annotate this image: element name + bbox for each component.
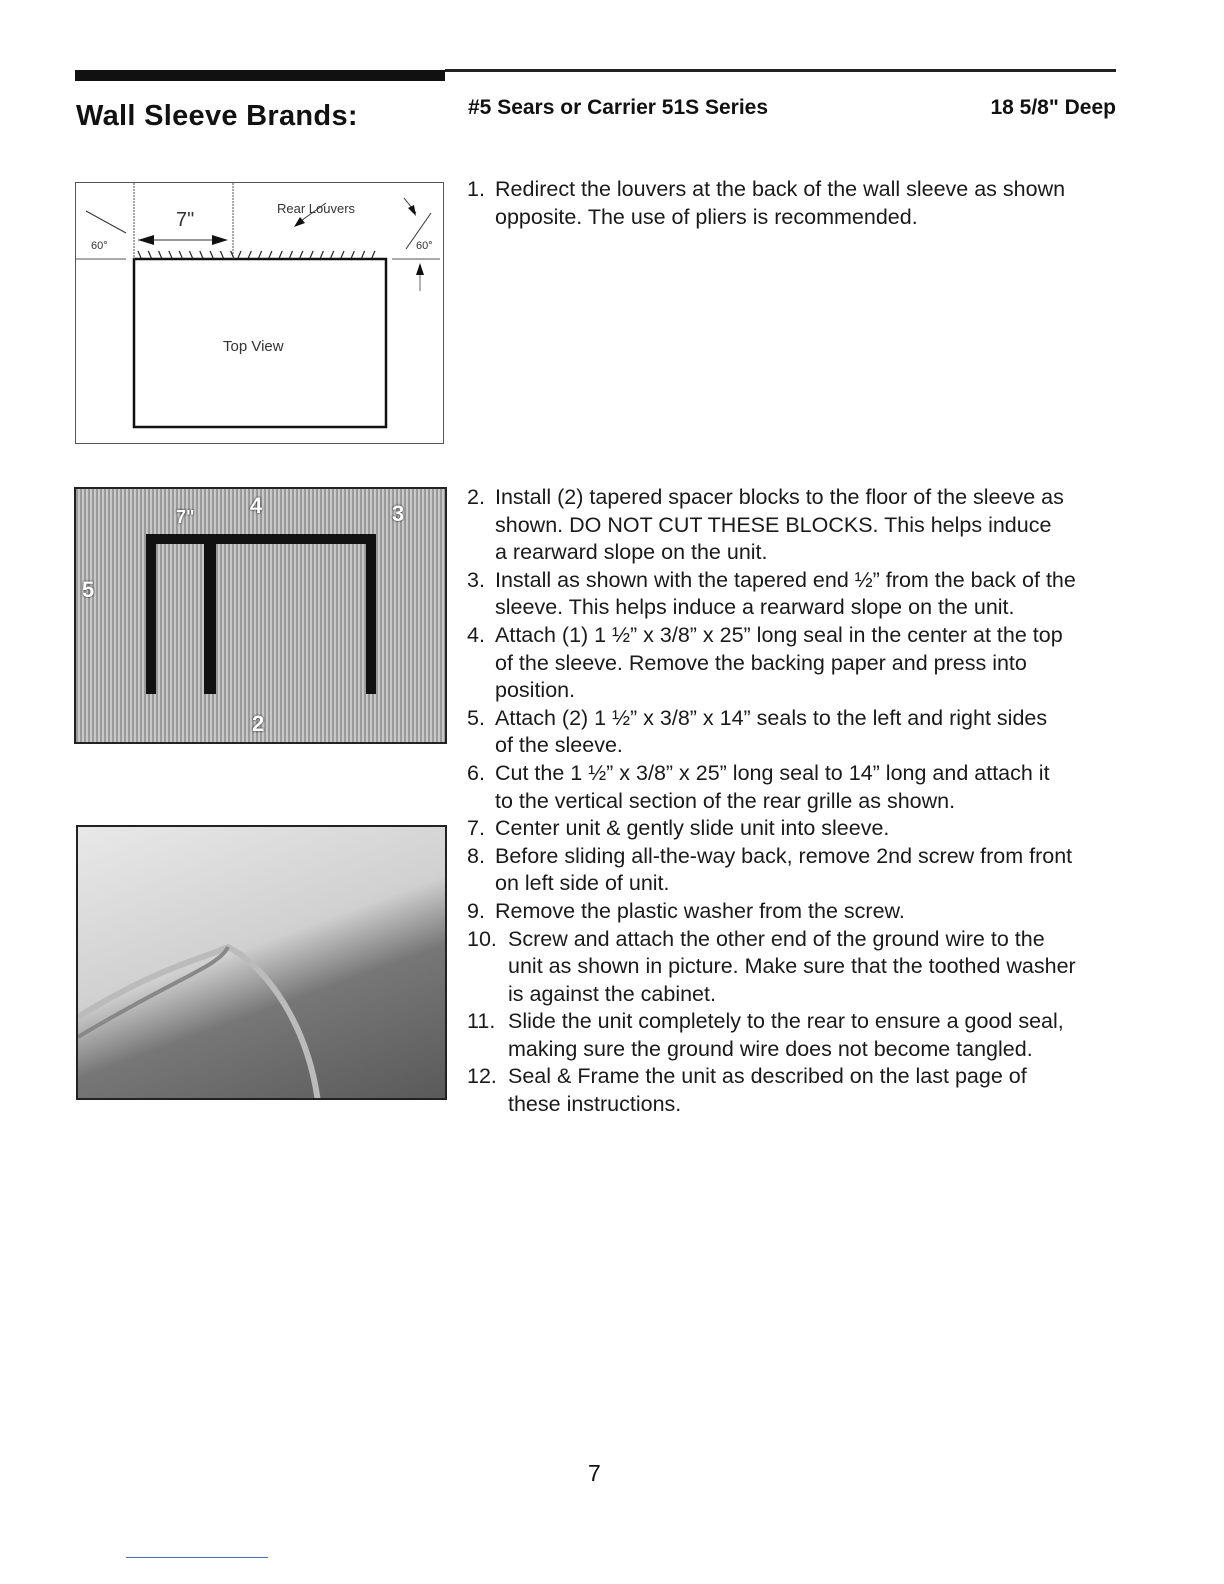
louver-tick xyxy=(200,251,203,258)
step-text: Before sliding all-the-way back, remove 2nd screw from front xyxy=(495,843,1073,868)
step-text: position. xyxy=(495,678,576,703)
depth-heading: 18 5/8" Deep xyxy=(990,96,1116,119)
louver-tick xyxy=(362,251,365,258)
footer-line xyxy=(126,1557,268,1558)
diagram-drawing xyxy=(76,183,445,445)
step-list-2 xyxy=(467,484,1076,1119)
step-number: 4. xyxy=(467,622,485,647)
louver-tick xyxy=(310,251,313,258)
step-item xyxy=(467,176,1065,231)
step-number: 8. xyxy=(467,843,485,868)
step-text: Install as shown with the tapered end ½” from the back of the xyxy=(495,567,1076,592)
step-item xyxy=(467,567,1076,622)
louver-tick xyxy=(210,251,213,258)
step-text: unit as shown in picture. Make sure that the toothed washer xyxy=(508,954,1076,979)
louver-tick xyxy=(351,251,354,258)
step-item xyxy=(467,815,1076,843)
louver-tick xyxy=(372,251,375,258)
page-number: 7 xyxy=(588,1460,601,1486)
angle-right-label: 60° xyxy=(416,240,433,252)
photo-frame xyxy=(146,534,376,694)
step-text: is against the cabinet. xyxy=(508,981,716,1006)
louver-tick xyxy=(290,251,293,258)
photo-label-4: 4 xyxy=(250,493,263,518)
louver-tick xyxy=(159,251,162,258)
louver-tick xyxy=(148,251,151,258)
series-heading: #5 Sears or Carrier 51S Series xyxy=(468,96,769,119)
step-text: sleeve. This helps induce a rearward slope on the unit. xyxy=(495,595,1015,620)
rear-louvers-label: Rear Louvers xyxy=(277,201,356,216)
step-text: Slide the unit completely to the rear to ensure a good seal, xyxy=(508,1009,1064,1034)
louver-tick xyxy=(179,251,182,258)
step-number: 6. xyxy=(467,760,485,785)
step-text: Screw and attach the other end of the ground wire to the xyxy=(508,926,1045,951)
step-text: Cut the 1 ½” x 3/8” x 25” long seal to 14” long and attach it xyxy=(495,760,1050,785)
header-rule-thin xyxy=(445,69,1116,72)
step-text: Attach (1) 1 ½” x 3/8” x 25” long seal in the center at the top xyxy=(495,622,1063,647)
step-text: on left side of unit. xyxy=(495,871,670,896)
step-text: Seal & Frame the unit as described on the last page of xyxy=(508,1064,1027,1089)
photo-label-3: 3 xyxy=(392,501,405,526)
louver-tick xyxy=(341,251,344,258)
page-title: Wall Sleeve Brands: xyxy=(76,100,358,132)
louver-tick xyxy=(331,251,334,258)
top-view-diagram xyxy=(75,182,444,444)
louver-tick xyxy=(269,251,272,258)
louver-tick xyxy=(279,251,282,258)
louver-tick xyxy=(220,251,223,258)
step-number: 7. xyxy=(467,816,485,841)
photo-label-2: 2 xyxy=(252,711,265,736)
step-number: 1. xyxy=(467,177,485,201)
step-item xyxy=(467,484,1076,567)
photo-label-5: 5 xyxy=(82,577,95,602)
step-item xyxy=(467,843,1076,898)
header-rule-thick xyxy=(75,70,445,81)
step-text: of the sleeve. xyxy=(495,733,623,758)
step-item xyxy=(467,926,1076,1009)
step-item xyxy=(467,760,1076,815)
step-item xyxy=(467,1063,1076,1118)
step-number: 11. xyxy=(467,1009,496,1034)
step-text: shown. DO NOT CUT THESE BLOCKS. This helps induce xyxy=(495,512,1052,537)
step-number: 3. xyxy=(467,567,485,592)
louver-tick xyxy=(248,251,251,258)
step-text: a rearward slope on the unit. xyxy=(495,540,768,565)
step-text: these instructions. xyxy=(508,1092,682,1117)
step-item xyxy=(467,1008,1076,1063)
louver-tick xyxy=(320,251,323,258)
step-text: to the vertical section of the rear grille as shown. xyxy=(495,788,956,813)
top-view-label: Top View xyxy=(223,338,284,355)
step-list-1 xyxy=(467,176,1065,231)
louver-tick xyxy=(238,251,241,258)
louver-tick xyxy=(138,251,141,258)
ground-wire-photo xyxy=(76,825,447,1100)
angle-left-label: 60° xyxy=(91,240,108,252)
photo-label-7in: 7" xyxy=(176,507,195,527)
louver-tick xyxy=(259,251,262,258)
step-text: of the sleeve. Remove the backing paper and press into xyxy=(495,650,1027,675)
step-item xyxy=(467,705,1076,760)
step-text: Install (2) tapered spacer blocks to the floor of the sleeve as xyxy=(495,485,1064,509)
wire-drawing xyxy=(78,827,447,1100)
step-text: opposite. The use of pliers is recommended. xyxy=(495,204,918,229)
step-number: 2. xyxy=(467,485,485,509)
louver-tick xyxy=(190,251,193,258)
step-item xyxy=(467,622,1076,705)
step-text: Remove the plastic washer from the screw. xyxy=(495,898,905,923)
step-text: Redirect the louvers at the back of the wall sleeve as shown xyxy=(495,177,1066,201)
louver-tick xyxy=(169,251,172,258)
step-number: 10. xyxy=(467,926,497,951)
step-number: 5. xyxy=(467,705,485,730)
photo-seal xyxy=(204,539,216,694)
step-number: 12. xyxy=(467,1064,497,1089)
step-text: Center unit & gently slide unit into sleeve. xyxy=(495,816,890,841)
sleeve-seal-photo xyxy=(74,487,447,744)
step-item xyxy=(467,898,1076,926)
dimension-label: 7" xyxy=(176,209,195,231)
step-text: making sure the ground wire does not become tangled. xyxy=(508,1036,1033,1061)
louver-tick xyxy=(300,251,303,258)
step-number: 9. xyxy=(467,898,485,923)
step-text: Attach (2) 1 ½” x 3/8” x 14” seals to the left and right sides xyxy=(495,705,1048,730)
